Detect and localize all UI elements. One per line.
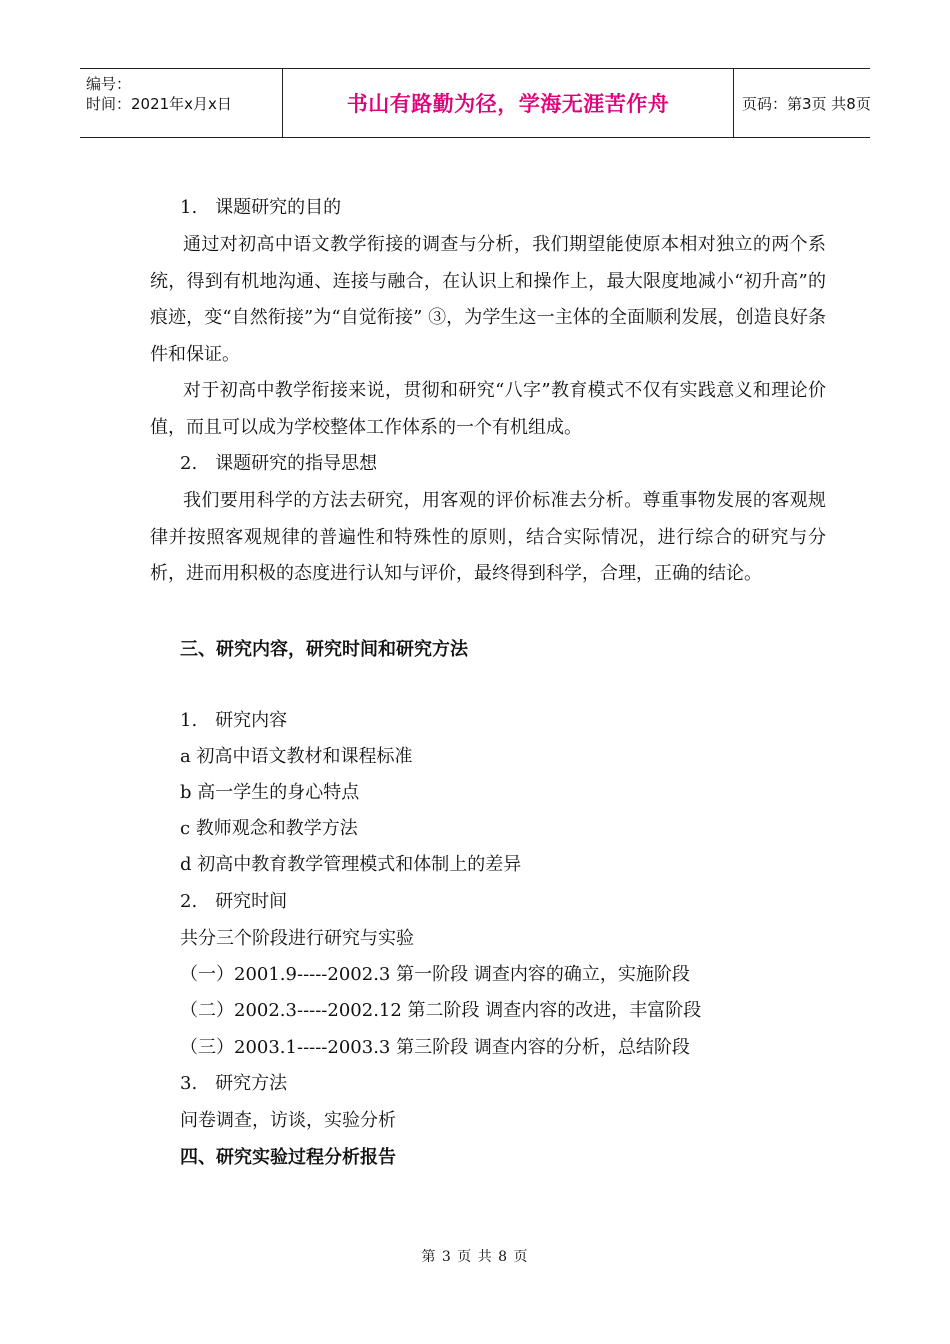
section-4-title: 四、研究实验过程分析报告 xyxy=(180,1147,396,1168)
list-item: a 初高中语文教材和课程标准 xyxy=(180,746,413,767)
section-1-paragraph-1: 通过对初高中语文教学衔接的调查与分析，我们期望能使原本相对独立的两个系统，得到有机地沟通、连接与融合，在认识上和操作上，最大限度地减小“初升高”的痕迹，变“自然衔接”为“自觉衔接” ③，为学生这一主体的全面顺利发展，创造良好条件和保证。 xyxy=(150,234,826,365)
time-heading: 2. 研究时间 xyxy=(180,891,288,912)
document-header xyxy=(80,68,870,138)
content-heading: 1. 研究内容 xyxy=(180,710,288,731)
stage-item: （一）2001.9-----2002.3 第一阶段 调查内容的确立，实施阶段 xyxy=(180,964,690,985)
section-2-heading: 2. 课题研究的指导思想 xyxy=(180,453,378,474)
page-code: 页码：第3页 共8页 xyxy=(742,94,871,113)
section-1-heading: 1. 课题研究的目的 xyxy=(180,197,342,218)
section-3-title: 三、研究内容，研究时间和研究方法 xyxy=(180,639,468,660)
header-motto-cell xyxy=(282,69,734,137)
section-2-paragraph: 我们要用科学的方法去研究，用客观的评价标准去分析。尊重事物发展的客观规律并按照客观规律的普遍性和特殊性的原则，结合实际情况，进行综合的研究与分析，进而用积极的态度进行认知与评价，最终得到科学，合理，正确的结论。 xyxy=(150,490,826,585)
stage-item: （三）2003.1-----2003.3 第三阶段 调查内容的分析，总结阶段 xyxy=(180,1037,690,1058)
stage-item: （二）2002.3-----2002.12 第二阶段 调查内容的改进，丰富阶段 xyxy=(180,1000,702,1021)
page-footer: 第 3 页 共 8 页 xyxy=(421,1249,529,1265)
time-label: 时间：2021年x月x日 xyxy=(86,95,232,113)
method-heading: 3. 研究方法 xyxy=(180,1073,288,1094)
list-item: c 教师观念和教学方法 xyxy=(180,818,358,839)
list-item: b 高一学生的身心特点 xyxy=(180,782,360,803)
method-text: 问卷调查，访谈，实验分析 xyxy=(180,1110,396,1131)
motto-text: 书山有路勤为径，学海无涯苦作舟 xyxy=(346,92,670,116)
number-label: 编号： xyxy=(86,75,132,93)
time-intro: 共分三个阶段进行研究与实验 xyxy=(180,928,414,949)
header-meta-cell xyxy=(80,69,282,137)
list-item: d 初高中教育教学管理模式和体制上的差异 xyxy=(180,854,522,875)
header-page-cell xyxy=(734,69,870,137)
section-1-paragraph-2: 对于初高中教学衔接来说，贯彻和研究“八字”教育模式不仅有实践意义和理论价值，而且可以成为学校整体工作体系的一个有机组成。 xyxy=(150,380,826,438)
